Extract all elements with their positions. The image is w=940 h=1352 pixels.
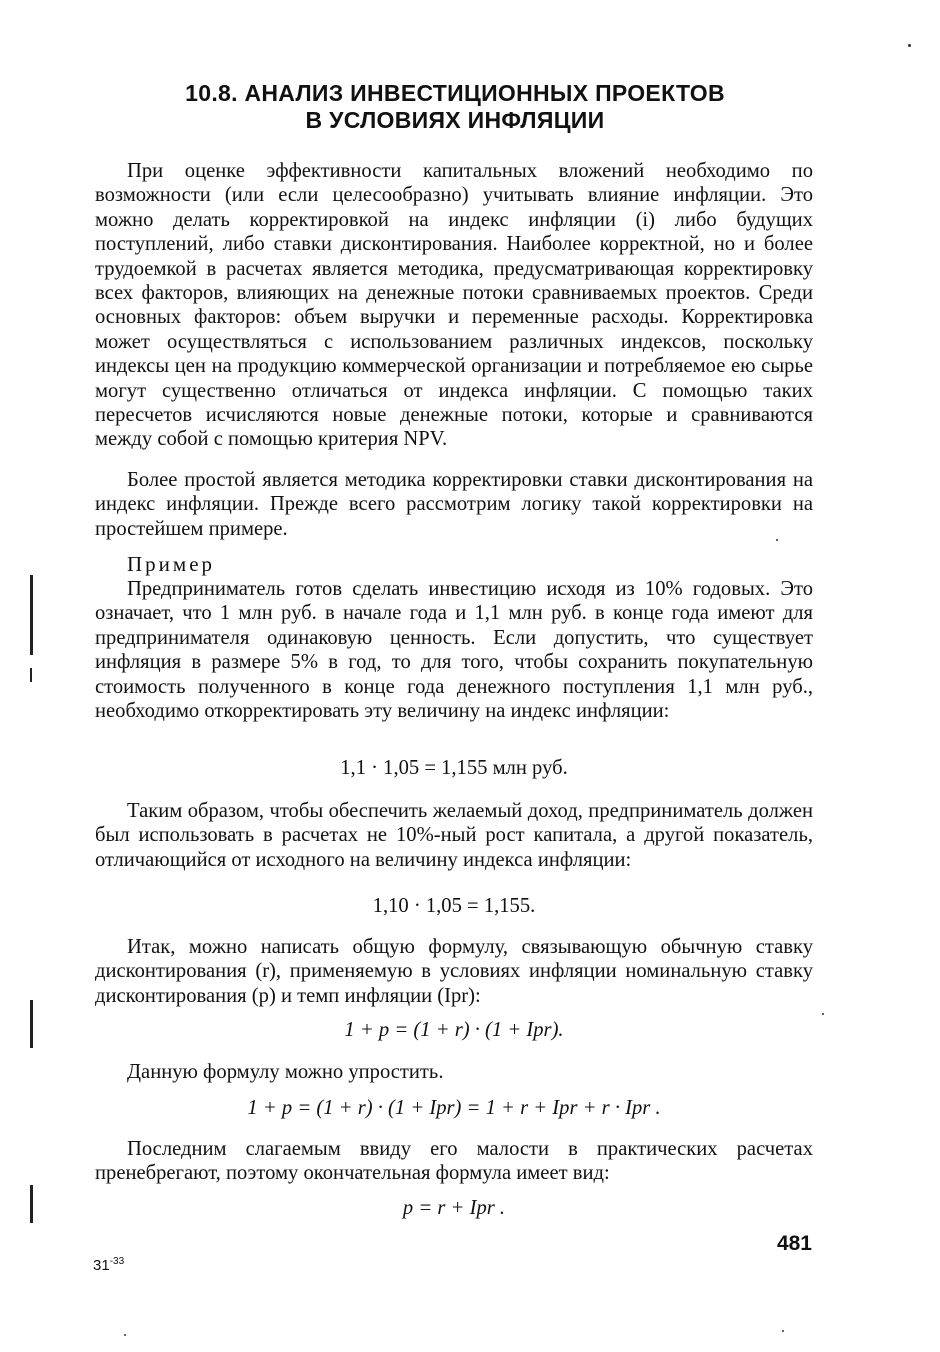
formula-4: 1 + p = (1 + r) · (1 + Ipr) = 1 + r + Ipr + r · Ipr .: [247, 1097, 661, 1119]
paragraph-general-formula: [95, 935, 813, 1008]
signature-number: 31: [93, 1257, 110, 1274]
paragraph-conclusion: [95, 799, 813, 872]
margin-scan-mark: [30, 575, 33, 655]
formula-1: 1,1 · 1,05 = 1,155 млн руб.: [340, 757, 568, 779]
paragraph-text: При оценке эффективности капитальных вложений необходимо по возможности (или если целесообразно) учитывать влияние инфляции. Это можно делать корректировкой на индекс инфляции (i) либо будущих поступлений, либо ставки дисконтирования. Наиболее корректной, но и более трудоемкой в расчетах является методика, предусматривающая корректировку всех факторов, влияющих на денежные потоки сравниваемых проектов. Среди основных факторов: объем выручки и переменные расходы. Корректировка может осуществляться с использованием различных индексов, поскольку индексы цен на продукцию коммерческой организации и потребляемое ею сырье могут существенно отличаться от индекса инфляции. С помощью таких пересчетов исчисляются новые денежные потоки, которые и сравниваются между собой с помощью критерия NPV.: [95, 160, 813, 451]
margin-scan-mark: [30, 1185, 33, 1223]
paragraph-text: Последним слагаемым ввиду его малости в практических расчетах пренебрегают, поэтому окончательная формула имеет вид:: [95, 1138, 813, 1185]
heading-line-1: 10.8. АНАЛИЗ ИНВЕСТИЦИОННЫХ ПРОЕКТОВ: [185, 80, 725, 106]
paragraph-simplify: [95, 1060, 813, 1084]
section-heading: [95, 80, 815, 134]
paragraph-text: Итак, можно написать общую формулу, связывающую обычную ставку дисконтирования (r), применяемую в условиях инфляции номинальную ставку дисконтирования (p) и темп инфляции (Ipr):: [95, 936, 813, 1007]
signature-superscript: -33: [109, 1256, 125, 1267]
scan-speck: [822, 1013, 824, 1015]
heading-line-2: В УСЛОВИЯХ ИНФЛЯЦИИ: [305, 107, 605, 133]
example-label: Пример: [127, 552, 216, 576]
scan-speck: [776, 539, 778, 541]
scan-speck: [908, 44, 911, 47]
scan-speck: [124, 1334, 126, 1336]
formula-3: 1 + p = (1 + r) · (1 + Ipr).: [344, 1019, 564, 1041]
paragraph-example: [95, 577, 813, 723]
paragraph-simple-method: [95, 468, 813, 541]
page-number: 481: [776, 1232, 812, 1255]
paragraph-text: Данную формулу можно упростить.: [127, 1061, 444, 1083]
paragraph-text: Предприниматель готов сделать инвестицию исходя из 10% годовых. Это означает, что 1 млн руб. в начале года и 1,1 млн руб. в конце года имеют для предпринимателя одинаковую ценность. Если допустить, что существует инфляция в размере 5% в год, то для того, чтобы сохранить покупательную стоимость полученного в конце года денежного поступления 1,1 млн руб., необходимо откорректировать эту величину на индекс инфляции:: [95, 578, 813, 723]
formula-2: 1,10 · 1,05 = 1,155.: [372, 895, 536, 917]
paragraph-text: Таким образом, чтобы обеспечить желаемый доход, предприниматель должен был использовать в расчетах не 10%-ный рост капитала, а другой показатель, отличающийся от исходного на величину индекса инфляции:: [95, 800, 813, 871]
margin-scan-mark: [30, 1000, 33, 1048]
paragraph-text: Более простой является методика корректировки ставки дисконтирования на индекс инфляции. Прежде всего рассмотрим логику такой корректировки на простейшем примере.: [95, 469, 813, 540]
printer-signature: [93, 1256, 124, 1274]
formula-5: p = r + Ipr .: [402, 1197, 506, 1219]
paragraph-inflation-intro: [95, 159, 813, 452]
margin-scan-mark: [30, 668, 32, 682]
paragraph-final: [95, 1137, 813, 1186]
scan-speck: [782, 1330, 784, 1332]
